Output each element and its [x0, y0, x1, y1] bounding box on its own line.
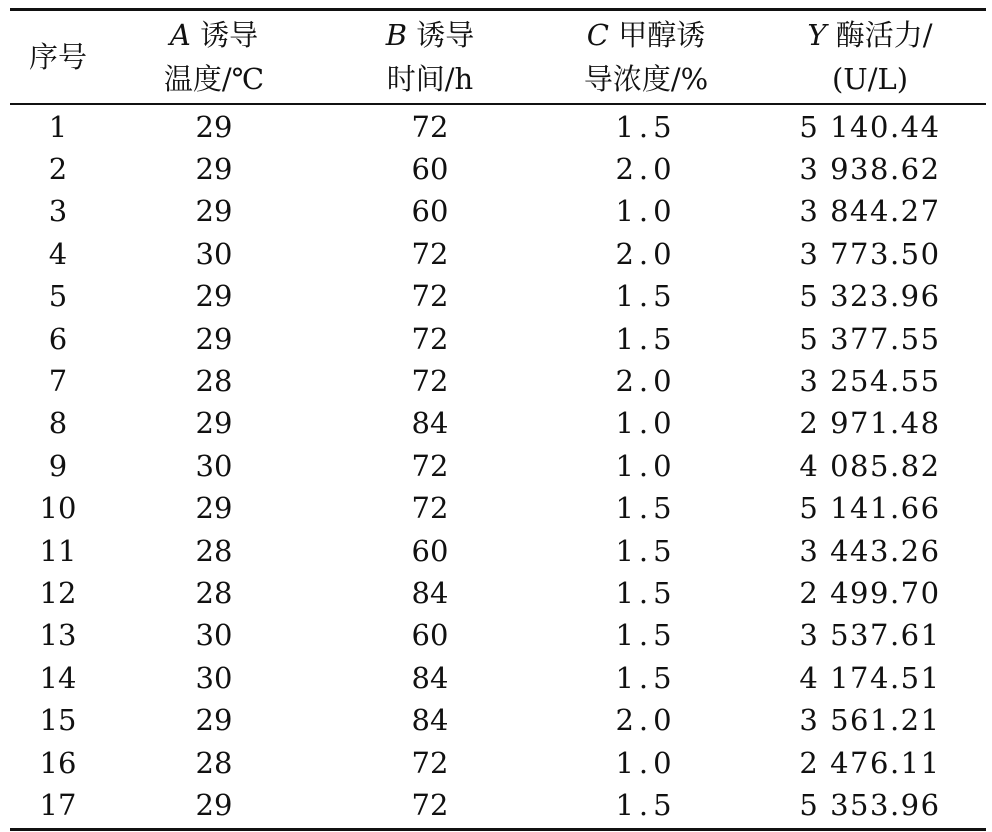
table-row: [10, 657, 986, 699]
cell-time: 72: [411, 745, 449, 780]
header-time-line1: [322, 13, 538, 57]
cell-time: 72: [411, 236, 449, 271]
header-methanol-unit: 导浓度/%: [583, 62, 709, 96]
header-time-var: B: [385, 18, 408, 52]
cell-enzyme-activity: 3 254.55: [799, 364, 941, 399]
cell-enzyme-activity: 2 499.70: [799, 575, 941, 610]
cell-temperature: 29: [195, 491, 233, 526]
cell-enzyme-activity: 3 938.62: [799, 152, 941, 187]
cell-index: 4: [48, 236, 68, 271]
table-row: [10, 487, 986, 529]
cell-index: 11: [39, 533, 77, 568]
cell-time: 72: [411, 321, 449, 356]
cell-temperature: 28: [195, 533, 233, 568]
cell-time: 72: [411, 787, 449, 822]
header-enzyme-var: Y: [807, 18, 827, 52]
table-header: [10, 11, 986, 103]
table-row: [10, 190, 986, 232]
cell-enzyme-activity: 3 537.61: [799, 618, 941, 653]
cell-time: 72: [411, 448, 449, 483]
experiment-table: [10, 8, 986, 831]
header-enzyme-line1: [754, 13, 986, 57]
cell-enzyme-activity: 5 377.55: [799, 321, 941, 356]
table-row: [10, 360, 986, 402]
table-row: [10, 106, 986, 148]
cell-methanol: 1.0: [615, 448, 677, 483]
cell-index: 6: [48, 321, 68, 356]
table-row: [10, 572, 986, 614]
cell-enzyme-activity: 2 476.11: [799, 745, 941, 780]
table-row: [10, 148, 986, 190]
cell-index: 7: [48, 364, 68, 399]
cell-enzyme-activity: 4 085.82: [799, 448, 941, 483]
cell-methanol: 1.0: [615, 406, 677, 441]
header-temperature-line1: [106, 13, 322, 57]
cell-temperature: 30: [195, 448, 233, 483]
cell-index: 15: [39, 703, 77, 738]
cell-temperature: 30: [195, 660, 233, 695]
table-row: [10, 784, 986, 826]
header-methanol-line1: [538, 13, 754, 57]
header-enzyme-activity: [754, 13, 986, 101]
cell-temperature: 29: [195, 152, 233, 187]
cell-temperature: 30: [195, 618, 233, 653]
header-temperature-unit: 温度/℃: [163, 62, 265, 96]
cell-methanol: 1.5: [615, 321, 677, 356]
cell-index: 1: [48, 109, 68, 144]
header-methanol-var: C: [586, 18, 609, 52]
cell-time: 84: [411, 406, 449, 441]
cell-index: 2: [48, 152, 68, 187]
cell-temperature: 29: [195, 279, 233, 314]
cell-methanol: 1.5: [615, 575, 677, 610]
table-row: [10, 402, 986, 444]
cell-temperature: 29: [195, 321, 233, 356]
cell-methanol: 1.0: [615, 194, 677, 229]
cell-time: 60: [411, 533, 449, 568]
cell-methanol: 1.5: [615, 660, 677, 695]
cell-enzyme-activity: 5 140.44: [799, 109, 941, 144]
table-row: [10, 614, 986, 656]
table-row: [10, 445, 986, 487]
cell-temperature: 29: [195, 703, 233, 738]
header-temperature-title: 诱导: [190, 18, 259, 52]
cell-methanol: 1.0: [615, 745, 677, 780]
cell-time: 72: [411, 109, 449, 144]
cell-index: 5: [48, 279, 68, 314]
table-body: [10, 105, 986, 829]
cell-temperature: 28: [195, 745, 233, 780]
cell-enzyme-activity: 5 323.96: [799, 279, 941, 314]
cell-methanol: 2.0: [615, 152, 677, 187]
cell-methanol: 1.5: [615, 491, 677, 526]
cell-temperature: 30: [195, 236, 233, 271]
header-time: [322, 13, 538, 101]
cell-methanol: 2.0: [615, 703, 677, 738]
cell-enzyme-activity: 4 174.51: [799, 660, 941, 695]
header-enzyme-unit: (U/L): [831, 62, 909, 96]
cell-index: 16: [39, 745, 77, 780]
cell-index: 10: [39, 491, 77, 526]
header-time-title: 诱导: [407, 18, 475, 52]
cell-enzyme-activity: 5 353.96: [799, 787, 941, 822]
header-time-unit: 时间/h: [386, 62, 474, 96]
cell-time: 60: [411, 152, 449, 187]
cell-temperature: 29: [195, 109, 233, 144]
cell-index: 9: [48, 448, 68, 483]
table-row: [10, 699, 986, 741]
header-methanol-title: 甲醇诱: [608, 18, 706, 52]
cell-index: 8: [48, 406, 68, 441]
cell-time: 60: [411, 194, 449, 229]
header-index: [10, 35, 106, 79]
cell-time: 72: [411, 491, 449, 526]
cell-index: 12: [39, 575, 77, 610]
cell-index: 17: [39, 787, 77, 822]
table-row: [10, 233, 986, 275]
cell-enzyme-activity: 3 773.50: [799, 236, 941, 271]
cell-index: 13: [39, 618, 77, 653]
table-row: [10, 275, 986, 317]
cell-enzyme-activity: 5 141.66: [799, 491, 941, 526]
cell-methanol: 2.0: [615, 364, 677, 399]
cell-methanol: 1.5: [615, 787, 677, 822]
header-methanol: [538, 13, 754, 101]
cell-enzyme-activity: 3 561.21: [799, 703, 941, 738]
table-row: [10, 317, 986, 359]
cell-time: 84: [411, 575, 449, 610]
cell-enzyme-activity: 2 971.48: [799, 406, 941, 441]
cell-time: 60: [411, 618, 449, 653]
header-enzyme-title: 酶活力/: [826, 18, 933, 52]
cell-index: 14: [39, 660, 77, 695]
cell-time: 72: [411, 279, 449, 314]
cell-index: 3: [48, 194, 68, 229]
cell-methanol: 2.0: [615, 236, 677, 271]
cell-methanol: 1.5: [615, 109, 677, 144]
header-index-label: 序号: [28, 40, 87, 74]
cell-temperature: 28: [195, 364, 233, 399]
cell-methanol: 1.5: [615, 533, 677, 568]
header-temperature-var: A: [169, 18, 191, 52]
cell-temperature: 29: [195, 406, 233, 441]
cell-enzyme-activity: 3 443.26: [799, 533, 941, 568]
table-bottom-rule: [10, 828, 986, 831]
header-temperature: [106, 13, 322, 101]
cell-methanol: 1.5: [615, 618, 677, 653]
cell-time: 72: [411, 364, 449, 399]
cell-temperature: 29: [195, 194, 233, 229]
cell-time: 84: [411, 703, 449, 738]
cell-time: 84: [411, 660, 449, 695]
table-row: [10, 741, 986, 783]
cell-temperature: 28: [195, 575, 233, 610]
cell-methanol: 1.5: [615, 279, 677, 314]
cell-enzyme-activity: 3 844.27: [799, 194, 941, 229]
cell-temperature: 29: [195, 787, 233, 822]
table-row: [10, 529, 986, 571]
